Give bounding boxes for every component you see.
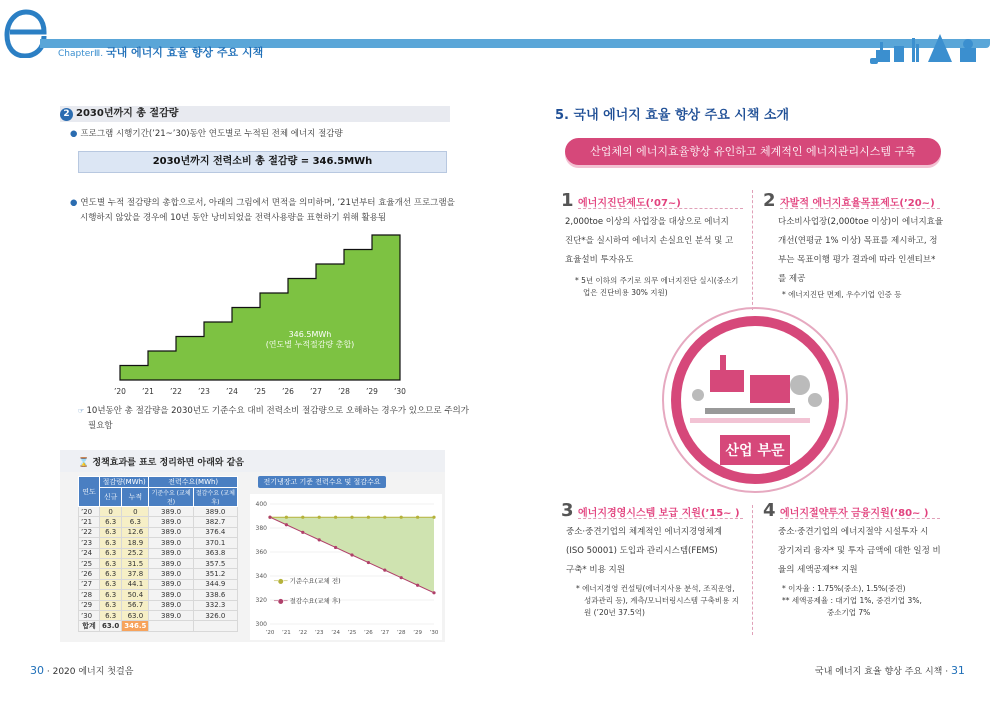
- table-cell: 351.2: [193, 569, 237, 579]
- table-cell: 6.3: [122, 517, 149, 527]
- table-cell: 389.0: [149, 538, 193, 548]
- table-cell: 6.3: [100, 548, 122, 558]
- stair-area: [120, 235, 400, 380]
- bullet-dot-icon: ●: [70, 129, 78, 139]
- table-cell: 6.3: [100, 517, 122, 527]
- bullet-dot-icon: ●: [70, 198, 78, 208]
- table-total-cell: 346.5: [122, 621, 149, 632]
- table-cell: ’27: [79, 579, 100, 589]
- base-point: [301, 516, 304, 519]
- industry-illustration: [650, 300, 860, 500]
- table-cell: ’30: [79, 610, 100, 620]
- th-new: 신규: [100, 488, 122, 507]
- table-cell: 31.5: [122, 558, 149, 568]
- table-row: [79, 527, 238, 537]
- table-cell: 357.5: [193, 558, 237, 568]
- after-point: [268, 516, 271, 519]
- table-cell: 344.9: [193, 579, 237, 589]
- base-point: [383, 516, 386, 519]
- table-cell: ’24: [79, 548, 100, 558]
- stair-year-label: ’20: [114, 387, 126, 396]
- table-cell: 389.0: [149, 507, 193, 517]
- stair-year-label: ’30: [394, 387, 406, 396]
- demand-line-chart: [250, 494, 442, 640]
- table-row: [79, 538, 238, 548]
- table-cell: 326.0: [193, 610, 237, 620]
- table-total-row: [79, 621, 238, 632]
- q4-body: [778, 523, 948, 580]
- q1-body: [565, 213, 745, 270]
- table-cell: 338.6: [193, 590, 237, 600]
- legend-after-marker-icon: ─●─: [274, 597, 288, 605]
- q2-body: [778, 213, 948, 289]
- stair-year-label: ’22: [170, 387, 182, 396]
- th-year: 연도: [79, 477, 100, 507]
- table-cell: ’25: [79, 558, 100, 568]
- table-cell: 6.3: [100, 590, 122, 600]
- table-row: [79, 548, 238, 558]
- q4-number: 4: [763, 500, 776, 521]
- e-logo-icon: [4, 6, 48, 58]
- right-section-title: 5. 국내 에너지 효율 향상 주요 시책 소개: [555, 108, 790, 123]
- stair-caption: (연도별 누적절감량 총합): [265, 340, 355, 349]
- bullet-text: 프로그램 시행기간(’21~’30)동안 연도별로 누적된 전체 에너지 절감량: [80, 129, 343, 139]
- q3-body-line: 중소·중견기업의 체계적인 에너지경영체계: [566, 527, 722, 537]
- q4-note-line: 중소기업 7%: [827, 608, 871, 617]
- stair-value: 346.5MWh: [288, 330, 332, 339]
- table-cell: ’28: [79, 590, 100, 600]
- chapter-title: [58, 44, 263, 60]
- y-tick-label: 320: [255, 597, 267, 604]
- after-point: [285, 523, 288, 526]
- table-cell: 18.9: [122, 538, 149, 548]
- table-row: [79, 610, 238, 620]
- x-tick-label: ’23: [314, 630, 324, 636]
- table-cell: ’20: [79, 507, 100, 517]
- table-cell: 6.3: [100, 600, 122, 610]
- section-heading: [60, 106, 450, 122]
- table-cell: 6.3: [100, 610, 122, 620]
- q4-note: [782, 583, 952, 619]
- table-total-cell: 63.0: [100, 621, 122, 632]
- q4-title: 에너지절약투자 금융지원(’80~ ): [780, 508, 929, 519]
- line-chart-title: 전기냉장고 기준 전력수요 및 절감수요: [258, 476, 386, 488]
- y-tick-label: 300: [255, 621, 267, 628]
- bullet-text-line1: 연도별 누적 절감량의 총합으로서, 아래의 그림에서 면적을 의미하며, ’21년부터 효율개선 프로그램을: [80, 198, 455, 208]
- staircase-chart: [110, 230, 410, 400]
- table-cell: 389.0: [193, 507, 237, 517]
- legend-base-text: 기준수요(교체 전): [289, 577, 341, 585]
- table-cell: 389.0: [149, 517, 193, 527]
- table-cell: ’29: [79, 600, 100, 610]
- y-tick-label: 380: [255, 525, 267, 532]
- y-tick-label: 340: [255, 573, 267, 580]
- table-cell: 389.0: [149, 600, 193, 610]
- q2-body-line: 를 제공: [778, 274, 806, 284]
- table-cell: 6.3: [100, 538, 122, 548]
- table-cell: 6.3: [100, 527, 122, 537]
- x-tick-label: ’26: [364, 630, 373, 636]
- q4-body-line: 중소·중견기업의 에너지절약 시설투자 시: [778, 527, 929, 537]
- table-cell: 389.0: [149, 558, 193, 568]
- chapter-name: 국내 에너지 효율 향상 주요 시책: [105, 46, 264, 59]
- legend-base-marker-icon: ─●─: [274, 577, 288, 585]
- total-saving-highlight: 2030년까지 전력소비 총 절감량 = 346.5MWh: [78, 151, 447, 173]
- q2-number: 2: [763, 190, 776, 211]
- legend-after-text: 절감수요(교체 후): [289, 597, 341, 605]
- table-total-cell: [149, 621, 193, 632]
- right-banner: 산업체의 에너지효율향상 유인하고 체계적인 에너지관리시스템 구축: [565, 138, 941, 165]
- after-point: [432, 591, 435, 594]
- after-point: [334, 546, 337, 549]
- page-number-right: 31: [950, 664, 965, 677]
- q3-title: 에너지경영시스템 보급 지원(’15~ ): [578, 508, 740, 519]
- q1-underline: [578, 208, 743, 209]
- th-saving: 절감량(MWh): [100, 477, 149, 488]
- table-cell: ’26: [79, 569, 100, 579]
- th-after: 절감수요 (교체 후): [193, 488, 237, 507]
- after-point: [400, 576, 403, 579]
- x-tick-label: ’29: [413, 630, 422, 636]
- table-cell: 6.3: [100, 579, 122, 589]
- table-body: [79, 507, 238, 632]
- q4-note-line: ** 세액공제율 : 대기업 1%, 중견기업 3%,: [782, 596, 922, 605]
- table-cell: 12.6: [122, 527, 149, 537]
- base-point: [367, 516, 370, 519]
- q3-note: [576, 583, 756, 619]
- table-row: [79, 517, 238, 527]
- th-demand: 전력수요(MWh): [149, 477, 238, 488]
- q3-note-line: * 에너지경영 컨설팅(에너지사용 분석, 조직운영,: [576, 584, 735, 593]
- stair-year-label: ’24: [226, 387, 238, 396]
- after-point: [318, 538, 321, 541]
- stair-year-label: ’29: [366, 387, 378, 396]
- base-point: [400, 516, 403, 519]
- table-cell: 389.0: [149, 590, 193, 600]
- table-cell: 389.0: [149, 527, 193, 537]
- stair-year-label: ’27: [310, 387, 322, 396]
- table-cell: 332.3: [193, 600, 237, 610]
- table-cell: 6.3: [100, 569, 122, 579]
- x-tick-label: ’24: [331, 630, 340, 636]
- table-cell: ’22: [79, 527, 100, 537]
- q2-title: 자발적 에너지효율목표제도(’20~): [780, 198, 935, 209]
- after-point: [416, 584, 419, 587]
- q4-underline: [780, 518, 940, 519]
- after-point: [367, 561, 370, 564]
- q3-note-line: 원 (’20년 37.5억): [584, 608, 645, 617]
- q1-number: 1: [561, 190, 574, 211]
- footer-right-text: 국내 에너지 효율 향상 주요 시책 ·: [815, 667, 949, 677]
- note-line1: 10년동안 총 절감량을 2030년도 기준수요 대비 전력소비 절감량으로 오해하는 경우가 있으므로 주의가: [86, 406, 469, 416]
- table-row: [79, 579, 238, 589]
- q3-body: [566, 523, 746, 580]
- stair-year-label: ’26: [282, 387, 294, 396]
- base-point: [416, 516, 419, 519]
- table-row: [79, 507, 238, 517]
- q1-note: [575, 275, 755, 299]
- stair-year-labels: [114, 387, 406, 396]
- x-tick-label: ’20: [265, 630, 275, 636]
- x-tick-label: ’27: [380, 630, 390, 636]
- table-cell: 370.1: [193, 538, 237, 548]
- q4-note-line: * 이자율 : 1.75%(중소), 1.5%(중견): [782, 584, 906, 593]
- table-title-text: 정책효과를 표로 정리하면 아래와 같음: [92, 458, 244, 468]
- table-cell: 382.7: [193, 517, 237, 527]
- bullet-explanation: [70, 196, 455, 226]
- q1-body-line: 2,000toe 이상의 사업장을 대상으로 에너지: [565, 217, 729, 227]
- table-section-title: [78, 455, 244, 468]
- q1-note-line: 업은 진단비용 30% 지원): [583, 288, 668, 297]
- table-cell: 56.7: [122, 600, 149, 610]
- table-cell: 44.1: [122, 579, 149, 589]
- bullet-text-line2: 시행하지 않았을 경우에 10년 동안 낭비되었을 전력사용량을 표현하기 위해 활용됨: [80, 213, 387, 223]
- table-total-cell: 합계: [79, 621, 100, 632]
- table-cell: 389.0: [149, 569, 193, 579]
- section-title: 2030년까지 총 절감량: [76, 108, 179, 119]
- table-cell: 389.0: [149, 610, 193, 620]
- table-cell: 63.0: [122, 610, 149, 620]
- q1-title: 에너지진단제도(’07~): [578, 198, 681, 209]
- stair-year-label: ’28: [338, 387, 350, 396]
- q2-note-line: * 에너지진단 면제, 우수기업 인증 등: [782, 290, 902, 299]
- note-icon: ☞: [78, 407, 87, 415]
- q1-note-line: * 5년 이하의 주기로 의무 에너지진단 실시(중소기: [575, 276, 739, 285]
- x-tick-label: ’28: [396, 630, 406, 636]
- stair-year-label: ’21: [142, 387, 154, 396]
- after-point: [350, 553, 353, 556]
- table-cell: 6.3: [100, 558, 122, 568]
- page-number-left: 30: [30, 664, 44, 677]
- base-point: [334, 516, 337, 519]
- footer-right: [815, 664, 965, 677]
- x-tick-label: ’30: [429, 630, 439, 636]
- table-cell: ’23: [79, 538, 100, 548]
- table-cell: 0: [122, 507, 149, 517]
- q3-note-line: 성과관리 등), 계측/모니터링시스템 구축비용 지: [584, 596, 740, 605]
- table-cell: 376.4: [193, 527, 237, 537]
- q3-body-line: 구축* 비용 지원: [566, 565, 625, 575]
- q1-body-line: 진단*을 실시하여 에너지 손실요인 분석 및 고: [565, 236, 734, 246]
- table-cell: 0: [100, 507, 122, 517]
- table-row: [79, 590, 238, 600]
- th-base: 기준수요 (교체 전): [149, 488, 193, 507]
- center-label: 산업 부문: [725, 443, 785, 459]
- q4-body-line: 장기저리 융자* 및 투자 금액에 대한 일정 비: [778, 546, 941, 556]
- hourglass-icon: ⌛: [78, 458, 90, 468]
- stair-year-label: ’23: [198, 387, 210, 396]
- q2-body-line: 부는 목표이행 평가 결과에 따라 인센티브*: [778, 255, 936, 265]
- table-cell: 25.2: [122, 548, 149, 558]
- legend-after: [274, 596, 341, 605]
- base-point: [318, 516, 321, 519]
- footer-left: [30, 664, 133, 677]
- base-point: [285, 516, 288, 519]
- x-tick-label: ’25: [347, 630, 357, 636]
- after-point: [383, 569, 386, 572]
- x-tick-label: ’22: [298, 630, 308, 636]
- section-number-badge: 2: [60, 108, 73, 121]
- table-cell: ’21: [79, 517, 100, 527]
- table-cell: 50.4: [122, 590, 149, 600]
- stair-year-label: ’25: [254, 387, 266, 396]
- table-cell: 363.8: [193, 548, 237, 558]
- base-point: [350, 516, 353, 519]
- table-cell: 389.0: [149, 579, 193, 589]
- chapter-prefix: ChapterⅢ.: [58, 49, 104, 59]
- caution-note: [78, 404, 469, 434]
- y-tick-label: 360: [255, 549, 267, 556]
- q2-underline: [780, 208, 940, 209]
- table-row: [79, 569, 238, 579]
- after-point: [301, 531, 304, 534]
- legend-base: [274, 576, 341, 585]
- note-line2: 필요함: [88, 421, 113, 431]
- q1-body-line: 효율설비 투자유도: [565, 255, 634, 265]
- table-cell: 37.8: [122, 569, 149, 579]
- table-row: [79, 558, 238, 568]
- table-row: [79, 600, 238, 610]
- q2-body-line: 다소비사업장(2,000toe 이상)이 에너지효율: [778, 217, 944, 227]
- q3-number: 3: [561, 500, 574, 521]
- th-cum: 누적: [122, 488, 149, 507]
- conveyor-belt-icon: [690, 418, 810, 423]
- q3-underline: [578, 518, 743, 519]
- q3-body-line: (ISO 50001) 도입과 관리시스템(FEMS): [566, 546, 718, 556]
- x-tick-label: ’21: [282, 630, 291, 636]
- q4-body-line: 율의 세액공제** 지원: [778, 565, 858, 575]
- policy-effect-table: [78, 476, 238, 632]
- bullet-program-period: [70, 127, 343, 142]
- y-tick-label: 400: [255, 501, 267, 508]
- table-total-cell: [193, 621, 237, 632]
- industry-skyline-icon: [868, 28, 986, 68]
- footer-left-text: · 2020 에너지 첫걸음: [46, 667, 134, 677]
- base-point: [432, 516, 435, 519]
- q2-body-line: 개선(연평균 1% 이상) 목표를 제시하고, 정: [778, 236, 938, 246]
- stair-value-label: [250, 330, 370, 350]
- table-cell: 389.0: [149, 548, 193, 558]
